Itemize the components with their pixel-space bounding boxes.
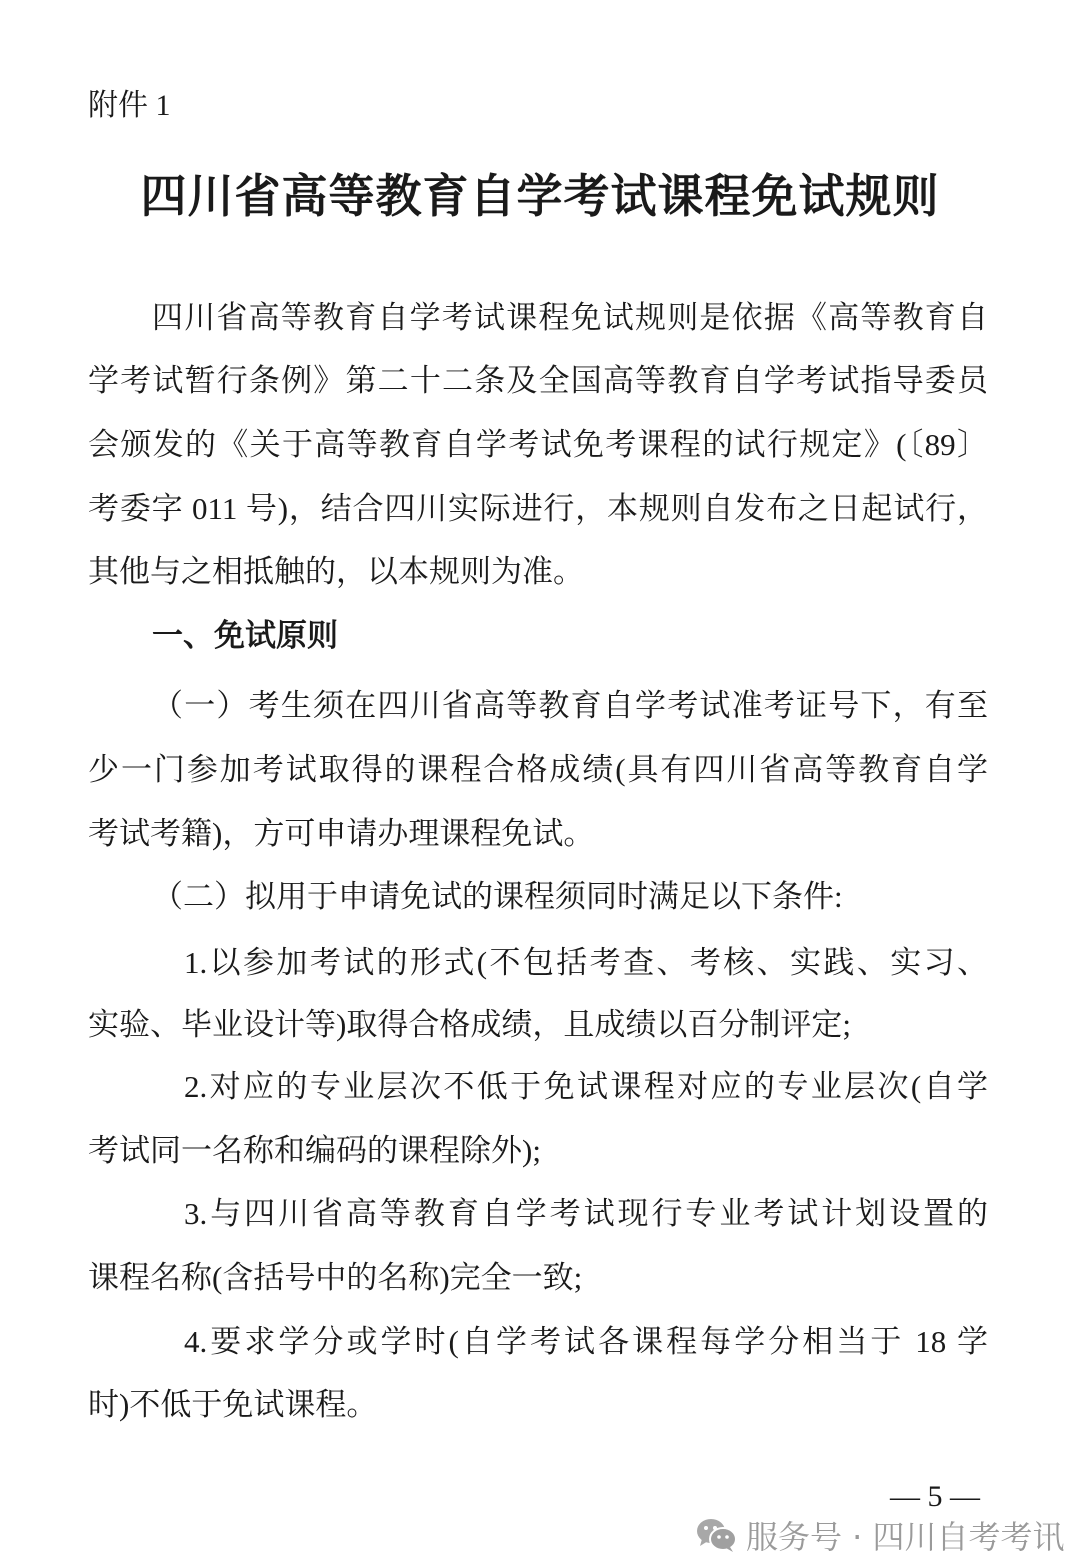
condition-line: 课程名称(含括号中的名称)完全一致; [88, 1260, 583, 1295]
condition-line: 时)不低于免试课程。 [88, 1387, 378, 1422]
paragraph-line: 四川省高等教育自学考试课程免试规则是依据《高等教育自 [152, 300, 988, 335]
page-number: — 5 — [890, 1480, 980, 1513]
item-line: （一）考生须在四川省高等教育自学考试准考证号下，有至 [152, 688, 988, 723]
attachment-label: 附件 1 [88, 89, 171, 122]
paragraph-line: 学考试暂行条例》第二十二条及全国高等教育自学考试指导委员 [88, 363, 988, 398]
item-line: 考试考籍)，方可申请办理课程免试。 [88, 816, 595, 851]
watermark-text: 服务号 · 四川自考考讯 [746, 1518, 1065, 1556]
condition-line: 考试同一名称和编码的课程除外); [88, 1133, 541, 1168]
section-heading: 一、免试原则 [152, 618, 338, 654]
item-line: （二）拟用于申请免试的课程须同时满足以下条件: [152, 879, 843, 914]
watermark [696, 1512, 1065, 1558]
paragraph-line: 其他与之相抵触的，以本规则为准。 [88, 554, 584, 589]
condition-line: 2.对应的专业层次不低于免试课程对应的专业层次(自学 [184, 1069, 988, 1104]
condition-line: 1.以参加考试的形式(不包括考查、考核、实践、实习、 [184, 945, 988, 980]
paragraph-line: 会颁发的《关于高等教育自学考试免考课程的试行规定》(〔89〕 [88, 427, 988, 462]
item-line: 少一门参加考试取得的课程合格成绩(具有四川省高等教育自学 [88, 752, 988, 787]
condition-line: 3.与四川省高等教育自学考试现行专业考试计划设置的 [184, 1196, 988, 1231]
document-title: 四川省高等教育自学考试课程免试规则 [140, 169, 940, 223]
paragraph-line: 考委字 011 号)，结合四川实际进行，本规则自发布之日起试行， [88, 491, 988, 526]
condition-line: 4.要求学分或学时(自学考试各课程每学分相当于 18 学 [184, 1324, 988, 1359]
wechat-icon [696, 1517, 738, 1553]
condition-line: 实验、毕业设计等)取得合格成绩，且成绩以百分制评定; [88, 1007, 851, 1042]
